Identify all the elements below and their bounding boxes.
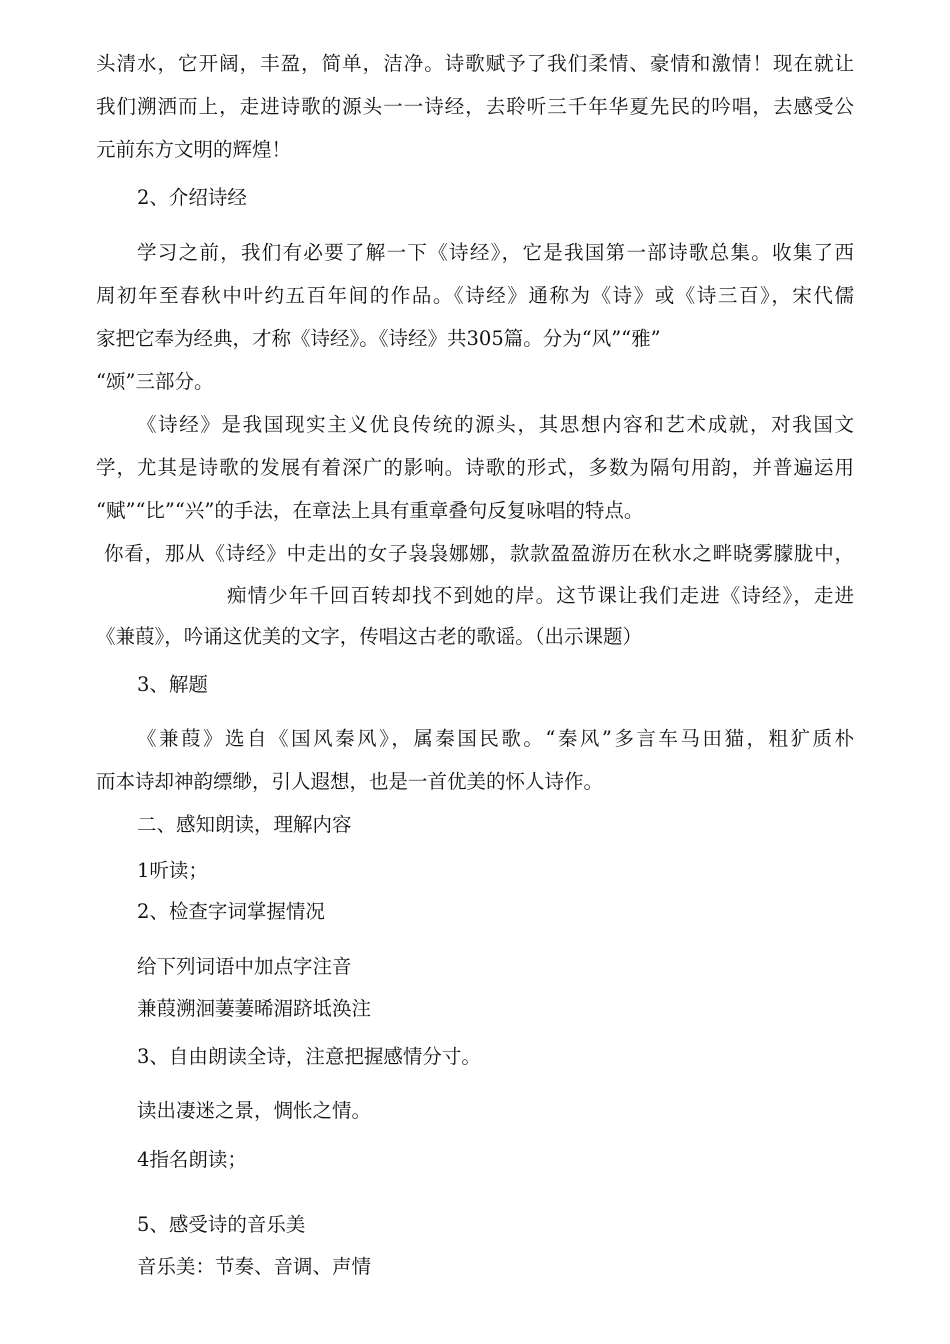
list-item: 4指名朗读；	[137, 1148, 247, 1171]
task-words: 兼葭溯洄萋萋晞湄跻坻涣注	[137, 997, 372, 1020]
section-heading: 3、解题	[137, 673, 208, 696]
paragraph-line: 周初年至春秋中叶约五百年间的作品。《诗经》通称为《诗》或《诗三百》，宋代儒	[96, 284, 854, 307]
list-item: 3、自由朗读全诗，注意把握感情分寸。	[137, 1045, 481, 1068]
paragraph-line: “颂”三部分。	[96, 370, 214, 393]
paragraph-line: 《兼葭》，吟诵这优美的文字，传唱这古老的歌谣。（出示课题）	[96, 625, 643, 648]
section-heading: 2、介绍诗经	[137, 186, 247, 209]
paragraph-line: 而本诗却神韵缥缈，引人遐想，也是一首优美的怀人诗作。	[96, 770, 604, 793]
list-item: 5、感受诗的音乐美	[137, 1213, 306, 1236]
task-text: 读出凄迷之景，惆怅之情。	[137, 1099, 372, 1122]
paragraph-line: 头清水，它开阔，丰盈，简单，洁净。诗歌赋予了我们柔情、豪情和激情！现在就让	[96, 52, 854, 75]
paragraph-line: 元前东方文明的辉煌！	[96, 138, 292, 161]
paragraph-line: 我们溯洒而上，走进诗歌的源头一一诗经，去聆听三千年华夏先民的吟唱，去感受公	[96, 95, 854, 118]
paragraph-line: 家把它奉为经典，才称《诗经》。《诗经》共305篇。分为“风”“雅”	[96, 327, 661, 350]
task-text: 给下列词语中加点字注音	[137, 955, 352, 978]
section-heading: 二、感知朗读，理解内容	[137, 813, 352, 836]
task-text: 音乐美：节奏、音调、声情	[137, 1255, 372, 1278]
list-item: 1听读；	[137, 859, 208, 882]
paragraph-line: 你看，那从《诗经》中走出的女子袅袅娜娜，款款盈盈游历在秋水之畔晓雾朦胧中，	[104, 542, 854, 565]
paragraph-line: 《兼葭》选自《国风秦风》，属秦国民歌。“秦风”多言车马田猫，粗犷质朴	[137, 727, 854, 750]
paragraph-line: 《诗经》是我国现实主义优良传统的源头，其思想内容和艺术成就，对我国文	[137, 413, 854, 436]
paragraph-line: 痴情少年千回百转却找不到她的岸。这节课让我们走进《诗经》，走进	[227, 584, 854, 607]
paragraph-line: 学习之前，我们有必要了解一下《诗经》，它是我国第一部诗歌总集。收集了西	[137, 241, 854, 264]
list-item: 2、检查字词掌握情况	[137, 900, 325, 923]
paragraph-line: 学，尤其是诗歌的发展有着深广的影响。诗歌的形式，多数为隔句用韵，并普遍运用	[96, 456, 854, 479]
paragraph-line: “赋”“比”“兴”的手法，在章法上具有重章叠句反复咏唱的特点。	[96, 499, 644, 522]
